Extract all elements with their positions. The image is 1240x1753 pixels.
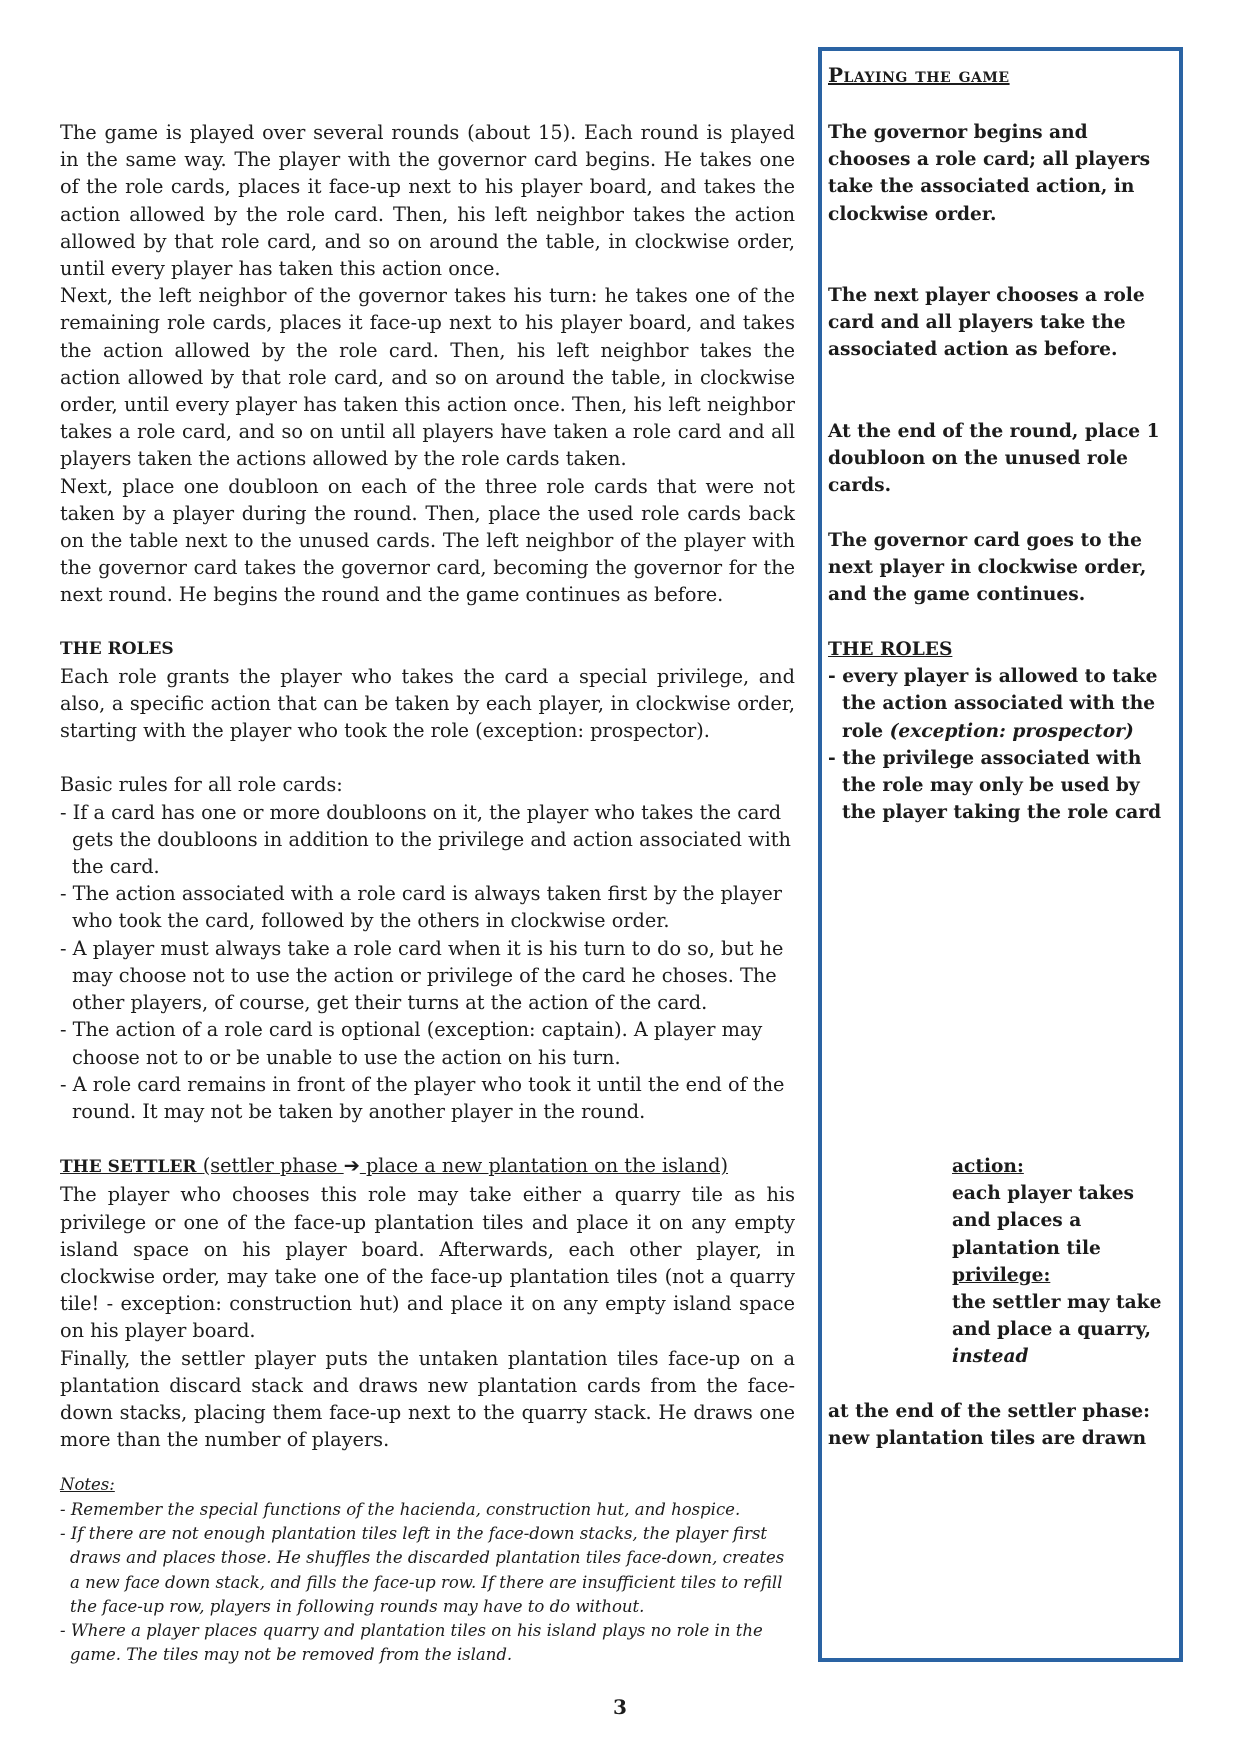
paragraph-end-of-round: Next, place one doubloon on each of the three role cards that were not taken by a player during the round. Then, place the used role cards back on the table next to the unused cards. The left neighbor of the player with the governor card takes the governor card, becoming the governor for the next round. He begins the round and the game continues as before.	[60, 474, 795, 607]
list-item: - the privilege associated with the role may only be used by the player taking the role card	[828, 747, 1162, 824]
list-item: - If there are not enough plantation tiles left in the face-down stacks, the player first draws and places those. He shuffles the discarded plantation tiles face-down, creates a new face down stack, and fills the face-up row. If there are insufficient tiles to refill the face-up row, players in following rounds may have to do without.	[60, 1523, 785, 1616]
settler-paragraph-1: The player who chooses this role may take either a quarry tile as his privilege or one of the face-up plantation tiles and place it on any empty island space on his player board. Afterwards, each other player, in clockwise order, may take one of the face-up plantation tiles (not a quarry tile! - exception: construction hut) and place it on any empty island space on his player board.	[60, 1183, 795, 1343]
action-text: each player takes and places a plantation tile	[952, 1183, 1135, 1259]
sidebar-summary-3: At the end of the round, place 1 doubloon on the unused role cards.	[828, 421, 1160, 497]
list-item: - A role card remains in front of the player who took it until the end of the round. It may not be taken by another player in the round.	[60, 1072, 785, 1123]
list-item: - The action associated with a role card is always taken first by the player who took the card, followed by the others in clockwise order.	[60, 882, 783, 933]
roles-heading: THE ROLES	[60, 638, 174, 659]
page-number: 3	[613, 1695, 627, 1719]
sidebar-role-exception: (exception: prospector)	[889, 720, 1134, 742]
arrow-right-icon: ➔	[343, 1154, 360, 1178]
sidebar-end-note: at the end of the settler phase: new plantation tiles are drawn	[828, 1401, 1150, 1450]
sidebar-roles-list	[828, 663, 1173, 826]
sidebar-title: Playing the game	[828, 63, 1010, 87]
notes-list	[60, 1498, 795, 1668]
notes-label: Notes:	[60, 1475, 115, 1495]
sidebar-roles-title: THE ROLES	[828, 639, 953, 660]
sidebar-role-item-1: - every player is allowed to take the action associated with the role	[828, 666, 1158, 742]
privilege-text	[952, 1289, 1172, 1371]
notes-block	[60, 1473, 795, 1667]
privilege-label: privilege:	[952, 1264, 1051, 1286]
sidebar-summary-4: The governor card goes to the next player in clockwise order, and the game continues.	[828, 530, 1147, 606]
settler-paragraph-2: Finally, the settler player puts the untaken plantation tiles face-up on a plantation discard stack and draws new plantation cards from the face-down stacks, placing them face-up next to the quarry stack. He draws one more than the number of players.	[60, 1346, 795, 1452]
basic-rules-title: Basic rules for all role cards:	[60, 773, 343, 797]
list-item: - If a card has one or more doubloons on it, the player who takes the card gets the doubloons in addition to the privilege and action associated with the card.	[60, 800, 791, 879]
settler-heading-line	[60, 1152, 795, 1181]
sidebar-settler-summary	[952, 1153, 1172, 1371]
main-text-column	[60, 119, 795, 1668]
roles-intro: Each role grants the player who takes the card a special privilege, and also, a specific action that can be taken by each player, in clockwise order, starting with the player who took the role (exception: prospector).	[60, 664, 795, 743]
list-item	[828, 663, 1173, 745]
list-item: - Where a player places quarry and plantation tiles on his island plays no role in the game. The tiles may not be removed from the island.	[60, 1621, 763, 1665]
paragraph-round-overview: The game is played over several rounds (about 15). Each round is played in the same way. The player with the governor card begins. He takes one of the role cards, places it face-up next to his player board, and takes the action allowed by the role card. Then, his left neighbor takes the action allowed by that role card, and so on around the table, in clockwise order, until every player has taken this action once.	[60, 121, 795, 281]
privilege-text-a: the settler may take and place a quarry,	[952, 1292, 1162, 1341]
sidebar-roles	[828, 636, 1173, 826]
settler-sub-b: place a new plantation on the island)	[365, 1154, 728, 1178]
basic-rules-list	[60, 799, 795, 1125]
action-label: action:	[952, 1156, 1024, 1177]
settler-heading: THE SETTLER	[60, 1157, 197, 1178]
list-item: - The action of a role card is optional (exception: captain). A player may choose not to or be unable to use the action on his turn.	[60, 1018, 763, 1069]
sidebar-summary-2: The next player chooses a role card and all players take the associated action as before.	[828, 285, 1145, 361]
list-item: - Remember the special functions of the hacienda, construction hut, and hospice.	[60, 1499, 741, 1519]
sidebar-summary-1: The governor begins and chooses a role card; all players take the associated action, in clockwise order.	[828, 122, 1151, 225]
settler-sub-a: (settler phase	[202, 1154, 338, 1178]
list-item: - A player must always take a role card when it is his turn to do so, but he may choose not to use the action or privilege of the card he choses. The other players, of course, get their turns at the action of the card.	[60, 936, 784, 1015]
paragraph-next-turn: Next, the left neighbor of the governor takes his turn: he takes one of the remaining role cards, places it face-up next to his player board, and takes the action allowed by the role card. Then, his left neighbor takes the action allowed by that role card, and so on around the table, in clockwise order, until every player has taken this action once. Then, his left neighbor takes a role card, and so on until all players have taken a role card and all players taken the actions allowed by the role cards taken.	[60, 284, 795, 471]
privilege-text-b: instead	[952, 1346, 1029, 1368]
